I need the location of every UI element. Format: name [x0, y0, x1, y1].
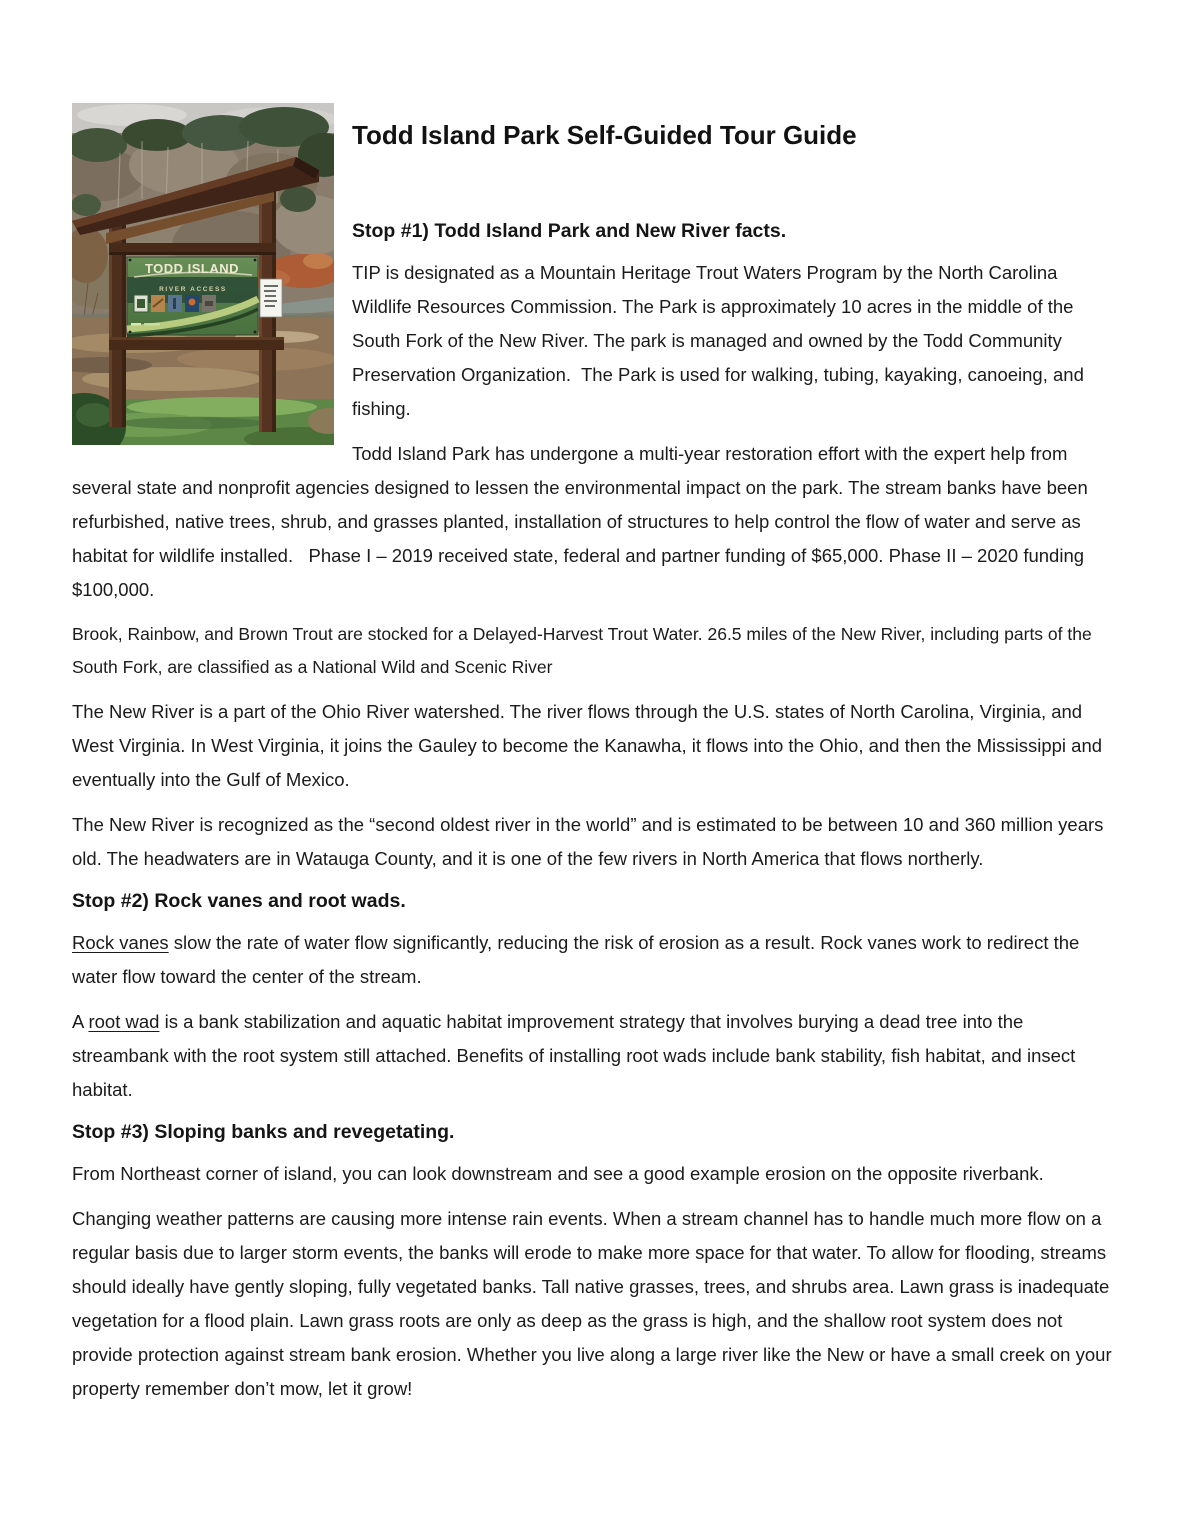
- rock-vanes-term: Rock vanes: [72, 932, 169, 953]
- stop2-paragraph-1-text: slow the rate of water flow significantly, reducing the risk of erosion as a result. Rock vanes work to redirect the water flow toward the center of the stream.: [72, 932, 1085, 987]
- stop1-paragraph-2: Todd Island Park has undergone a multi-year restoration effort with the expert help from several state and nonprofit agencies designed to lessen the environmental impact on the park. The stream banks have been refurbished, native trees, shrub, and grasses planted, installation of structures to help control the flow of water and serve as habitat for wildlife installed. Phase I – 2019 received state, federal and partner funding of $65,000. Phase II – 2020 funding $100,000.: [72, 443, 1093, 600]
- stop2-heading: Stop #2) Rock vanes and root wads.: [72, 890, 406, 912]
- stop3-paragraph-2: Changing weather patterns are causing more intense rain events. When a stream channel has to handle much more flow on a regular basis due to larger storm events, the banks will erode to make more space for that water. To allow for flooding, streams should ideally have gently sloping, fully vegetated banks. Tall native grasses, trees, and shrubs area. Lawn grass is inadequate vegetation for a flood plain. Lawn grass roots are only as deep as the grass is high, and the shallow root system does not provide protection against stream bank erosion. Whether you live along a large river like the New or have a small creek on your property remember don’t mow, let it grow!: [72, 1208, 1117, 1399]
- park-sign-photo-graphic: [72, 103, 334, 445]
- sign-subtitle-text: RIVER ACCESS: [159, 286, 227, 293]
- sign-icon-row: [134, 295, 216, 312]
- sign-name-text: TODD ISLAND: [144, 261, 240, 276]
- park-sign-photo: [72, 103, 334, 445]
- stop1-paragraph-1: TIP is designated as a Mountain Heritage Trout Waters Program by the North Carolina Wildlife Resources Commission. The Park is approximately 10 acres in the middle of the South Fork of the New River. The park is managed and owned by the Todd Community Preservation Organization. The Park is used for walking, tubing, kayaking, canoeing, and fishing.: [352, 262, 1089, 419]
- stop2-paragraph-2: [72, 1005, 1119, 1107]
- stop1-paragraph-4: The New River is a part of the Ohio River watershed. The river flows through the U.S. states of North Carolina, Virginia, and West Virginia. In West Virginia, it joins the Gauley to become the Kanawha, it flows into the Ohio, and then the Mississippi and eventually into the Gulf of Mexico.: [72, 701, 1108, 790]
- stop1-paragraph-3: Brook, Rainbow, and Brown Trout are stocked for a Delayed-Harvest Trout Water. 26.5 miles of the New River, including parts of the South Fork, are classified as a National Wild and Scenic River: [72, 624, 1097, 677]
- stop2-paragraph-2-prefix: A: [72, 1011, 89, 1032]
- root-wad-term: root wad: [88, 1011, 160, 1032]
- stop2-paragraph-1: [72, 926, 1119, 994]
- stop3-heading: Stop #3) Sloping banks and revegetating.: [72, 1121, 455, 1143]
- stop1-heading: Stop #1) Todd Island Park and New River facts.: [352, 220, 787, 242]
- page-title: Todd Island Park Self-Guided Tour Guide: [352, 120, 857, 150]
- notice-sign: [260, 279, 282, 317]
- stop1-paragraph-5: The New River is recognized as the “second oldest river in the world” and is estimated to be between 10 and 360 million years old. The headwaters are in Watauga County, and it is one of the few rivers in North America that flows northerly.: [72, 814, 1109, 869]
- stop3-paragraph-1: From Northeast corner of island, you can look downstream and see a good example erosion on the opposite riverbank.: [72, 1163, 1044, 1184]
- stop2-paragraph-2-text: is a bank stabilization and aquatic habitat improvement strategy that involves burying a dead tree into the streambank with the root system still attached. Benefits of installing root wads include bank stability, fish habitat, and insect habitat.: [72, 1011, 1081, 1100]
- sign-panel: [127, 257, 258, 336]
